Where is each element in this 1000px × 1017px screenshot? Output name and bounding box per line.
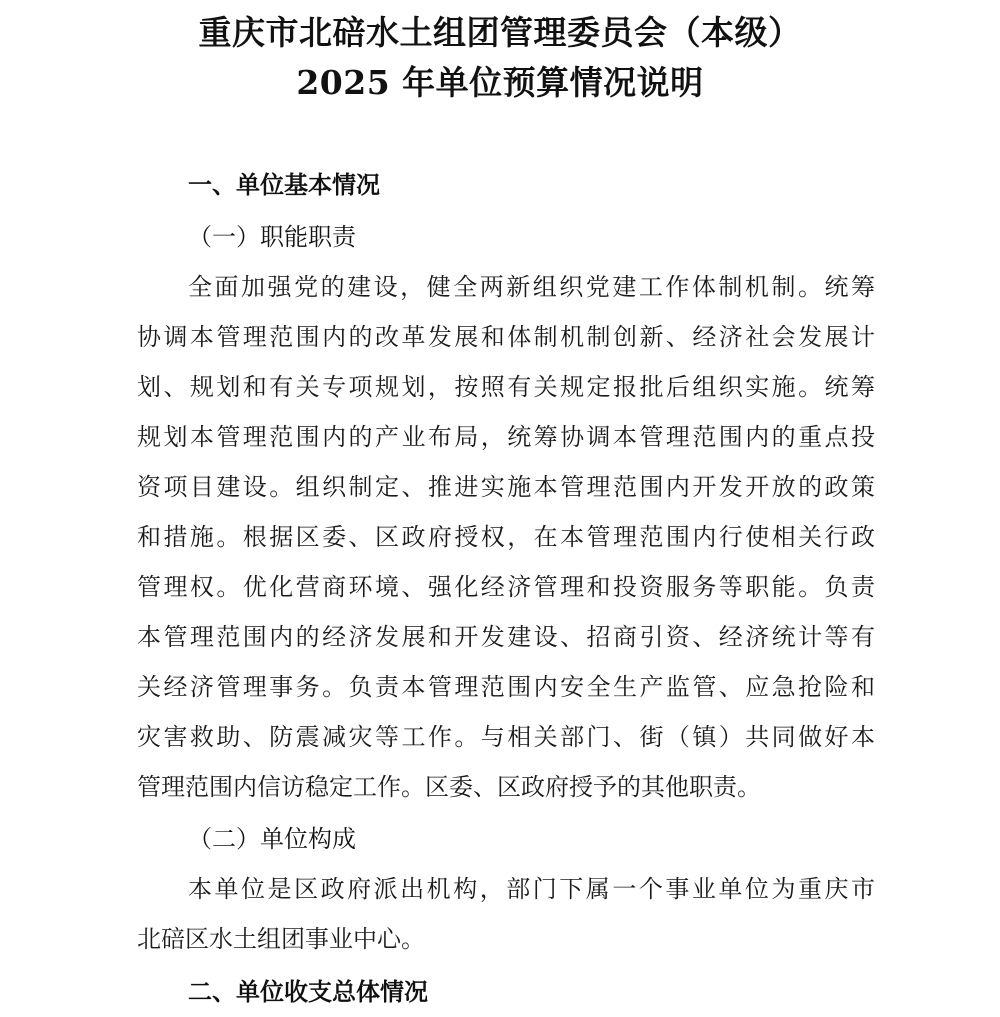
- paragraph-line: 全面加强党的建设，健全两新组织党建工作体制机制。统筹: [188, 273, 875, 301]
- section-heading-basic-info: 一、单位基本情况: [188, 171, 380, 199]
- paragraph-line: 管理范围内信访稳定工作。区委、区政府授予的其他职责。: [137, 773, 761, 801]
- paragraph-line: 资项目建设。组织制定、推进实施本管理范围内开发开放的政策: [137, 473, 875, 501]
- document-title-line-2: 2025 年单位预算情况说明: [296, 63, 704, 102]
- paragraph-line: 灾害救助、防震减灾等工作。与相关部门、街（镇）共同做好本: [137, 723, 875, 751]
- paragraph-line: 规划本管理范围内的产业布局，统筹协调本管理范围内的重点投: [137, 423, 875, 451]
- paragraph-line: 关经济管理事务。负责本管理范围内安全生产监管、应急抢险和: [137, 673, 875, 701]
- paragraph-line: 本单位是区政府派出机构，部门下属一个事业单位为重庆市: [188, 875, 875, 903]
- paragraph-line: 北碚区水土组团事业中心。: [137, 925, 425, 953]
- paragraph-line: 划、规划和有关专项规划，按照有关规定报批后组织实施。统筹: [137, 373, 875, 401]
- document-title-line-1: 重庆市北碚水土组团管理委员会（本级）: [198, 13, 802, 52]
- section-heading-budget-overview: 二、单位收支总体情况: [188, 978, 428, 1006]
- paragraph-line: 和措施。根据区委、区政府授权，在本管理范围内行使相关行政: [137, 523, 875, 551]
- paragraph-line: 本管理范围内的经济发展和开发建设、招商引资、经济统计等有: [137, 623, 875, 651]
- paragraph-line: 管理权。优化营商环境、强化经济管理和投资服务等职能。负责: [137, 573, 875, 601]
- subsection-heading-composition: （二）单位构成: [188, 825, 356, 853]
- subsection-heading-functions: （一）职能职责: [188, 223, 356, 251]
- paragraph-line: 协调本管理范围内的改革发展和体制机制创新、经济社会发展计: [137, 323, 875, 351]
